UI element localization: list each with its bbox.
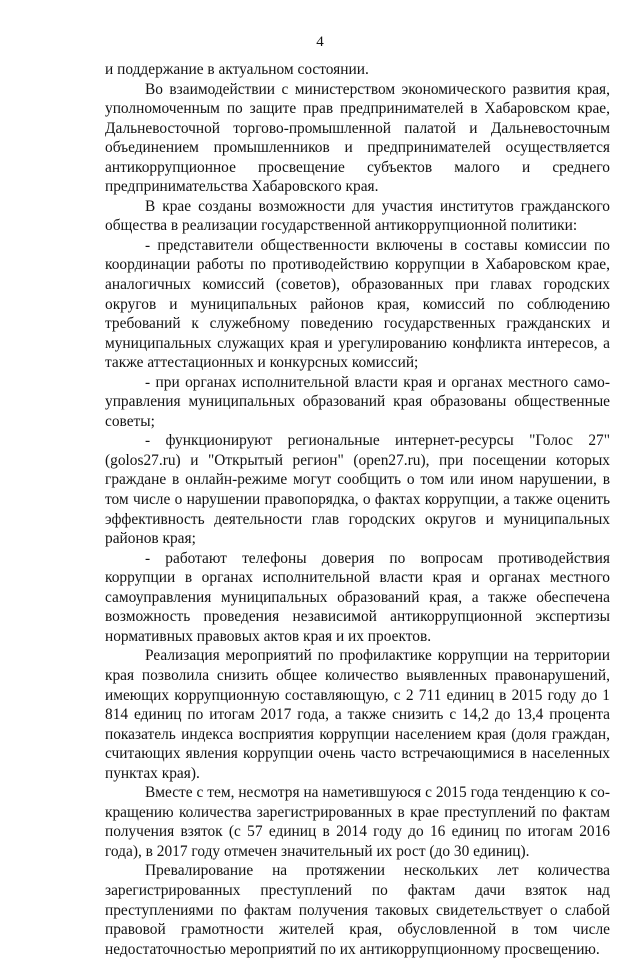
paragraph-bribery-trend: Вместе с тем, несмотря на наметившуюся с 2015 года тенденцию к сокращению количества зарегистрированных в крае преступлений по фактам получения взяток (с 57 единиц в 2014 году до 16 единиц по итогам 2016 года), в 2017 году отмечен значительный их рост (до 30 единиц). — [105, 784, 610, 860]
paragraph-interaction: Во взаимодействии с министерством экономического развития края, уполномоченным по защите прав предпринимателей в Хабаровском крае, Дальневосточной торгово-промышленной палатой и Дальневосточным объединением промышленников и предпринимателей осуществляется антикоррупционное просвещение субъектов малого и среднего предпринимательства Хабаровского края. — [105, 80, 610, 196]
list-item-public-councils: - при органах исполнительной власти края и органах местного самоуправления муниципальных образований края образованы общественные советы; — [105, 373, 610, 430]
list-item-commissions: - представители общественности включены в составы комиссии по координации работы по противодействию коррупции в Хабаровском крае, аналогичных комиссий (советов), образованных при главах городских округов и муниципальных районов края, комиссий по соблюдению требований к служебному поведению государственных гражданских и муниципальных служащих края и урегулированию конфликта интересов, а также аттестационных и конкурсных комиссий; — [105, 236, 610, 372]
paragraph-legal-literacy: Превалирование на протяжении нескольких лет количества зарегистрированных преступлений по фактам дачи взяток над преступлениями по фактам получения таковых свидетельствует о слабой правовой грамотности жителей края, обусловленной в том числе недостаточностью мероприятий по их антикоррупционному просвещению. — [105, 862, 610, 958]
list-item-hotlines: - работают телефоны доверия по вопросам противодействия коррупции в органах исполнительной власти края и органах местного самоуправления муниципальных образований края, а также обеспечена возможность проведения независимой антикоррупционной экспертизы нормативных правовых актов края и их проектов. — [105, 549, 610, 645]
paragraph-results: Реализация мероприятий по профилактике коррупции на территории края позволила снизить общее количество выявленных правонарушений, имеющих коррупционную составляющую, с 2 711 единиц в 2015 году до 1 814 единиц по итогам 2017 года, а также снизить с 14,2 до 13,4 процента показатель индекса восприятия коррупции населением края (доля граждан, считающих явления коррупции очень часто встречающимися в населенных пунктах края). — [105, 647, 610, 782]
page-number: 4 — [316, 34, 324, 50]
paragraph-continuation: и поддержание в актуальном состоянии. — [105, 61, 369, 78]
document-body — [105, 60, 610, 959]
list-item-internet-resources: - функционируют региональные интернет-ресурсы "Голос 27" (golos27.ru) и "Открытый регион" (open27.ru), при посещении которых граждане в онлайн-режиме могут сообщить о том или ином нарушении, в том числе о нарушении правопорядка, о фактах коррупции, а также оценить эффективность деятельности глав городских округов и муниципальных районов края; — [105, 432, 610, 548]
paragraph-civil-society: В крае созданы возможности для участия институтов гражданского общества в реализации государственной антикоррупционной политики: — [105, 197, 610, 235]
